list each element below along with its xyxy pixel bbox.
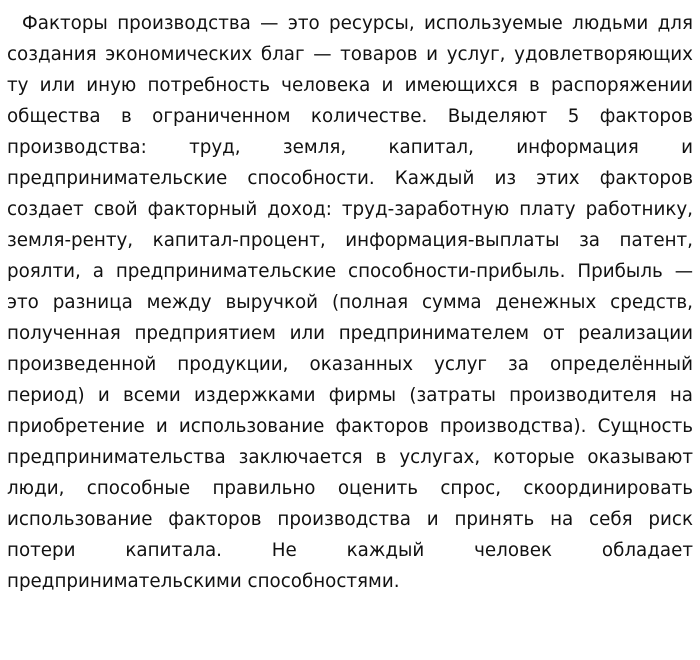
text-paragraph: Факторы производства — это ресурсы, используемые людьми для создания экономических благ — товаров и услуг, удовлетворяющих ту или иную потребность человека и имеющихся в распоряжении общества в ограниченном количестве. Выделяют 5 факторов производства: труд, земля, капитал, информация и предпринимательские способности. Каждый из этих факторов создает свой факторный доход: труд-заработную плату работнику, земля-ренту, капитал-процент, информация-выплаты за патент, роялти, а предпринимательские способности-прибыль. Прибыль — это разница между выручкой (полная сумма денежных средств, полученная предприятием или предпринимателем от реализации произведенной продукции, оказанных услуг за определённый период) и всеми издержками фирмы (затраты производителя на приобретение и использование факторов производства). Сущность предпринимательства заключается в услугах, которые оказывают люди, способные правильно оценить спрос, скоординировать использование факторов производства и принять на себя риск потери капитала. Не каждый человек обладает предпринимательскими способностями. bbox=[7, 13, 693, 592]
document-body bbox=[7, 8, 693, 597]
